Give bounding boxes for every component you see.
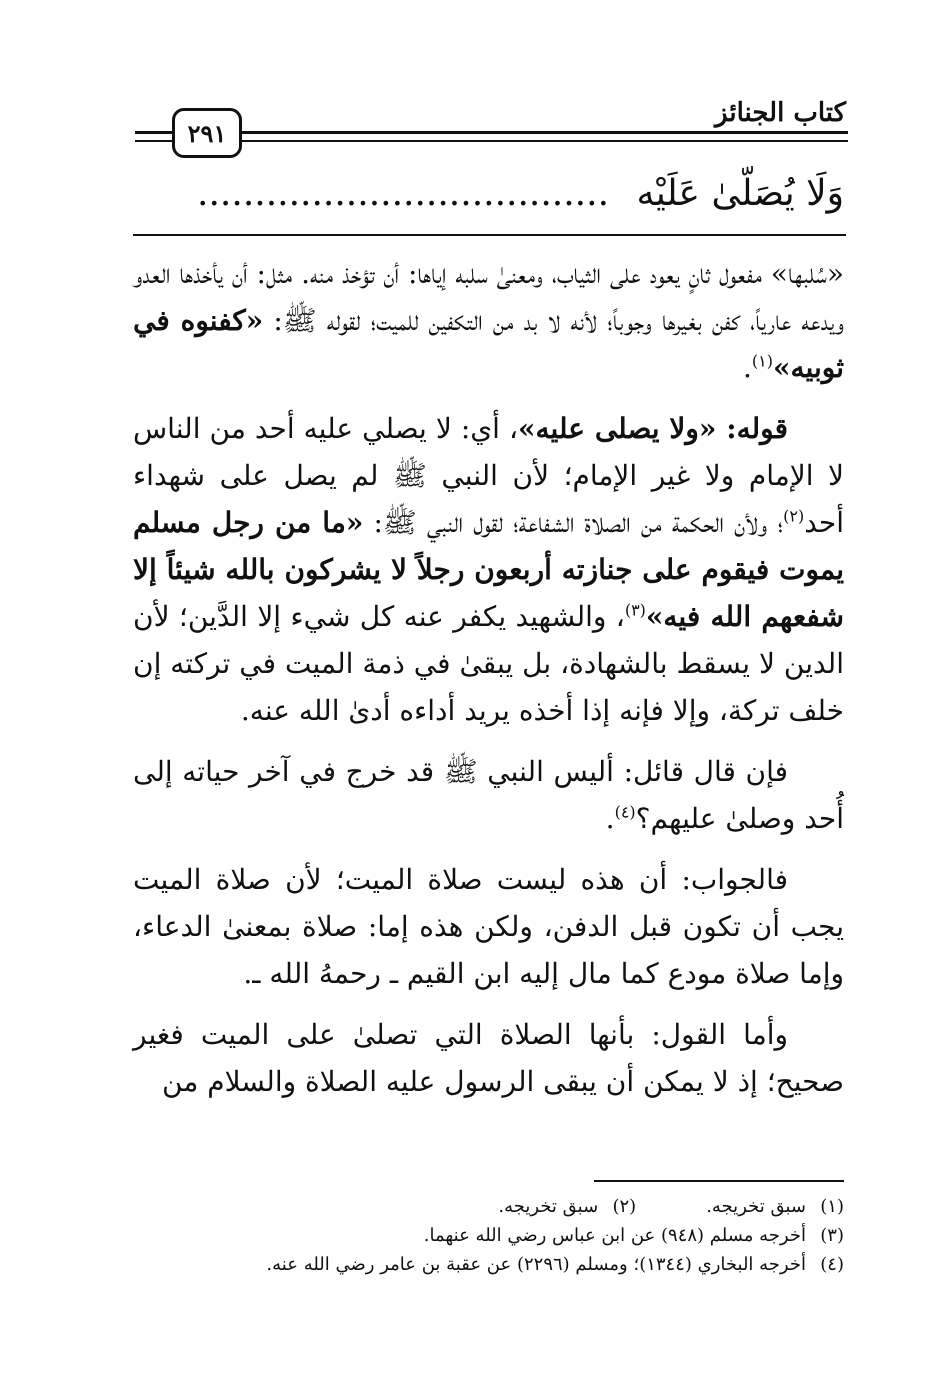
footnotes <box>133 1192 844 1279</box>
footnote-number: (٣) <box>820 1225 844 1246</box>
paragraph-3 <box>133 748 844 842</box>
p1-end: . <box>742 351 752 384</box>
paragraph-1 <box>133 250 844 391</box>
p2-text-1: ، أي: لا يصلي عليه أحد من الناس لا الإمام ولا غير الإمام؛ لأن النبي ﷺ لم يصل على شهداء أحد <box>133 412 844 539</box>
p1-footnote-ref: (١) <box>751 351 773 371</box>
footnote-text: أخرجه البخاري (١٣٤٤)؛ ومسلم (٢٢٩٦) عن عقبة بن عامر رضي الله عنه. <box>266 1254 806 1275</box>
p1-text: «سُلبها» مفعول ثانٍ يعود على الثياب، ومعنىٰ سلبه إياها: أن تؤخذ منه. مثل: أن يأخذها العدو ويدعه عارياً، كفن بغيرها وجوباً؛ لأنه لا بد من التكفين للميت؛ لقوله ﷺ: <box>133 257 844 337</box>
page-number-box <box>172 108 242 158</box>
p2-qawluh: قوله: <box>716 412 789 445</box>
matn-separator-rule <box>133 234 846 236</box>
p2-text-2: ؛ ولأن الحكمة من الصلاة الشفاعة؛ لقول النبي ﷺ: <box>363 506 784 539</box>
p3-end: . <box>605 802 615 835</box>
footnote-text: سبق تخريجه. <box>498 1196 599 1217</box>
footnote-row <box>133 1192 844 1221</box>
matn-line <box>130 166 844 222</box>
p5-text: وأما القول: بأنها الصلاة التي تصلىٰ على الميت فغير صحيح؛ إذ لا يمكن أن يبقى الرسول عليه الصلاة والسلام من <box>133 1018 844 1098</box>
p2-hadith: «ما من رجل مسلم يموت فيقوم على جنازته أربعون رجلاً لا يشركون بالله شيئاً إلا شفعهم الله فيه» <box>133 506 845 633</box>
footnote-number: (٢) <box>612 1196 637 1217</box>
footnote-4 <box>133 1250 844 1279</box>
p3-footnote-ref: (٤) <box>614 802 636 822</box>
running-header-title: كتاب الجنائز <box>715 98 846 128</box>
paragraph-2 <box>133 405 844 734</box>
matn-text: وَلَا يُصَلَّىٰ عَلَيْه <box>636 173 844 214</box>
footnote-2 <box>498 1192 636 1221</box>
paragraph-5 <box>133 1011 844 1105</box>
footnote-number: (١) <box>820 1196 844 1217</box>
paragraph-4 <box>133 856 844 997</box>
p2-footnote-ref-3: (٣) <box>624 600 646 620</box>
footnote-text: سبق تخريجه. <box>706 1196 806 1217</box>
p1-hadith: «كفنوه في ثوبيه» <box>133 304 844 384</box>
p2-text-3: ، والشهيد يكفر عنه كل شيء إلا الدَّين؛ لأن الدين لا يسقط بالشهادة، بل يبقىٰ في ذمة الميت في تركته إن خلف تركة، وإلا فإنه إذا أخذه يريد أداءه أدىٰ الله عنه. <box>133 600 844 727</box>
matn-dots: .................................... <box>197 173 610 214</box>
p2-footnote-ref-2: (٢) <box>783 506 805 526</box>
footnote-3 <box>133 1221 844 1250</box>
footnote-rule <box>594 1180 844 1182</box>
p4-text: فالجواب: أن هذه ليست صلاة الميت؛ لأن صلاة الميت يجب أن تكون قبل الدفن، ولكن هذه إما: صلاة بمعنىٰ الدعاء، وإما صلاة مودع كما مال إليه ابن القيم ـ رحمهُ الله ـ. <box>133 863 844 990</box>
p2-quote: «ولا يصلى عليه» <box>518 412 717 445</box>
footnote-1 <box>706 1192 844 1221</box>
p3-text: فإن قال قائل: أليس النبي ﷺ قد خرج في آخر حياته إلى أُحد وصلىٰ عليهم؟ <box>133 755 844 835</box>
footnote-text: أخرجه مسلم (٩٤٨) عن ابن عباس رضي الله عنهما. <box>423 1225 806 1246</box>
footnote-number: (٤) <box>820 1254 844 1275</box>
page-number: ٢٩١ <box>187 118 227 148</box>
commentary-body <box>133 250 844 1119</box>
